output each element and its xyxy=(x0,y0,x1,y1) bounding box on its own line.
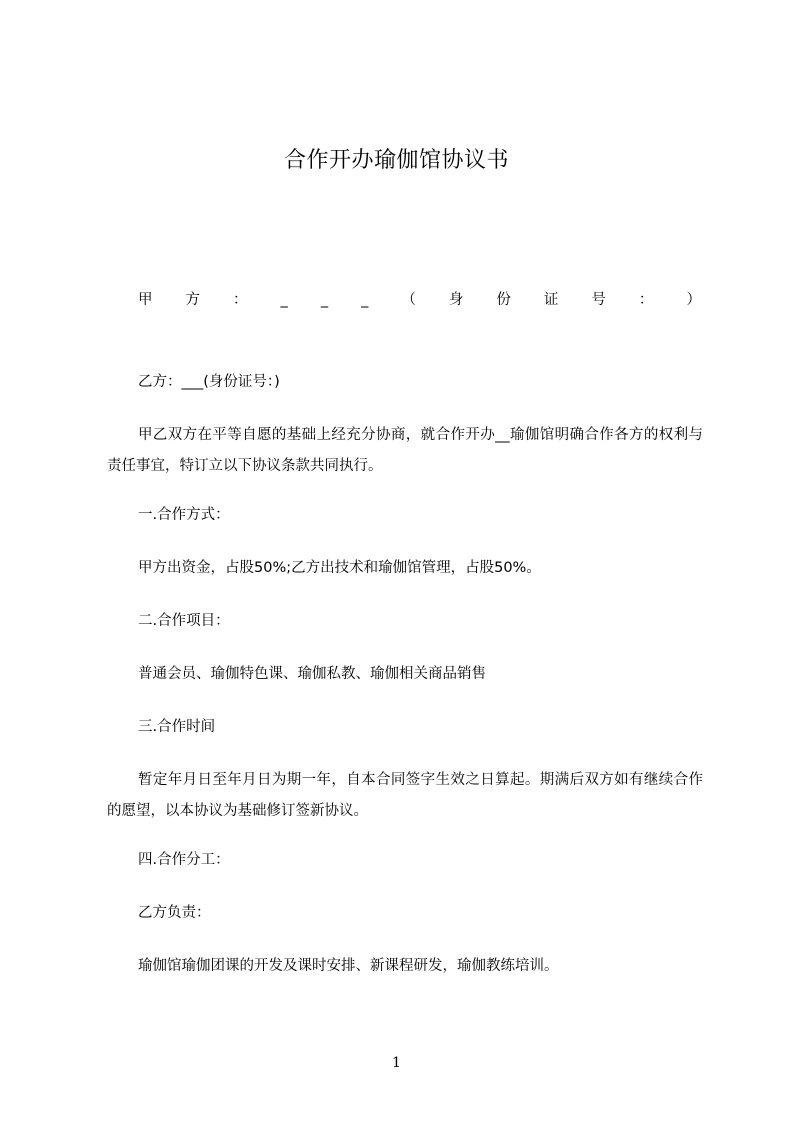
section-3-heading: 三.合作时间 xyxy=(138,719,216,735)
section-3-body: 暂定年月日至年月日为期一年，自本合同签字生效之日算起。期满后双方如有继续合作的愿望，以本协议为基础修订签新协议。 xyxy=(107,772,703,819)
party-a-char: 份 xyxy=(496,292,511,308)
party-a-char: 号 xyxy=(591,292,606,308)
section-1-body: 甲方出资金，占股50%;乙方出技术和瑜伽馆管理，占股50%。 xyxy=(138,560,541,576)
section-1-heading: 一.合作方式： xyxy=(138,507,230,523)
party-a-char: 证 xyxy=(543,292,559,308)
intro-paragraph: 甲乙双方在平等自愿的基础上经充分协商，就合作开办__瑜伽馆明确合作各方的权利与责任事宜，特订立以下协议条款共同执行。 xyxy=(107,427,703,474)
party-a-char: ： xyxy=(233,292,248,308)
party-a-char: _ xyxy=(320,292,329,308)
party-a-char: ） xyxy=(686,292,701,308)
party-a-line xyxy=(138,290,701,310)
section-4-body: 瑜伽馆瑜伽团课的开发及课时安排、新课程研发，瑜伽教练培训。 xyxy=(138,958,559,974)
party-a-char: （ xyxy=(401,292,416,308)
party-a-char: ： xyxy=(638,292,654,308)
section-2-body: 普通会员、瑜伽特色课、瑜伽私教、瑜伽相关商品销售 xyxy=(138,666,486,682)
document-title: 合作开办瑜伽馆协议书 xyxy=(283,148,509,173)
party-a-char: 方 xyxy=(185,292,201,308)
section-2-heading: 二.合作项目： xyxy=(138,613,230,629)
section-4-heading: 四.合作分工： xyxy=(138,852,230,868)
party-a-char: _ xyxy=(280,292,288,308)
party-a-char: _ xyxy=(361,292,369,308)
party-a-char: 甲 xyxy=(138,292,153,308)
section-4-subheading: 乙方负责： xyxy=(138,905,211,921)
page-number: 1 xyxy=(392,1055,401,1071)
party-b-line: 乙方：___(身份证号：) xyxy=(138,374,280,390)
party-a-char: 身 xyxy=(448,292,464,308)
